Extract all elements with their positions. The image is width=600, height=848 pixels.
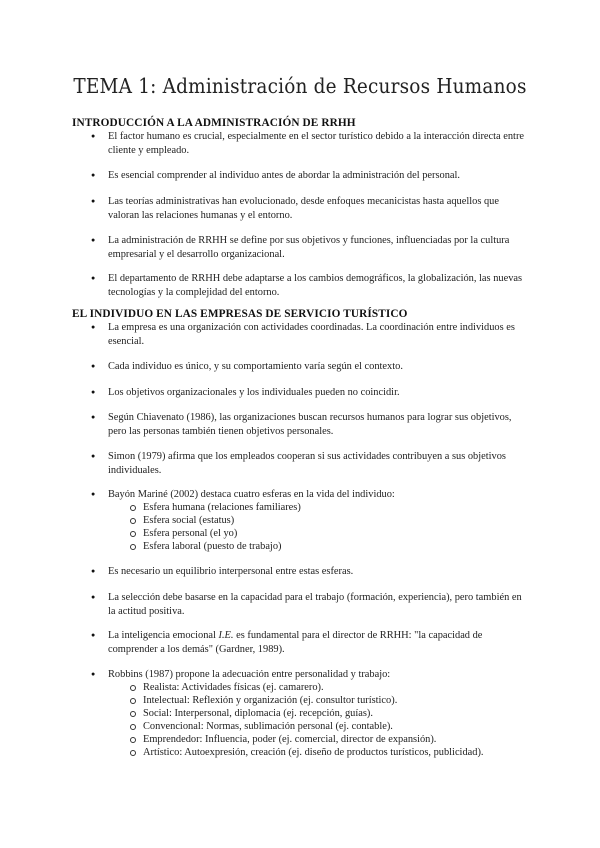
- ie-text-before: La inteligencia emocional: [108, 630, 219, 641]
- sub-list-item: Esfera personal (el yo): [143, 527, 523, 541]
- list-item-emotional-intelligence: [108, 629, 526, 656]
- list-item: ● Simon (1979) afirma que los empleados cooperan si sus actividades contribuyen a sus objetivos individuales.: [108, 450, 526, 477]
- section-heading-intro: INTRODUCCIÓN A LA ADMINISTRACIÓN DE RRHH: [72, 117, 356, 129]
- sub-list-item: Esfera humana (relaciones familiares): [143, 501, 523, 515]
- sub-list-item: Esfera laboral (puesto de trabajo): [143, 540, 523, 554]
- list-item: ● La administración de RRHH se define por sus objetivos y funciones, influenciadas por la cultura empresarial y el desarrollo organizacional.: [108, 234, 526, 261]
- list-item: ● Los objetivos organizacionales y los individuales pueden no coincidir.: [108, 386, 526, 400]
- list-item: ● Cada individuo es único, y su comportamiento varía según el contexto.: [108, 360, 526, 374]
- list-item: ● La empresa es una organización con actividades coordinadas. La coordinación entre individuos es esencial.: [108, 321, 526, 348]
- sub-list-item: Esfera social (estatus): [143, 514, 523, 528]
- sub-list-item: Intelectual: Reflexión y organización (ej. consultor turístico).: [143, 694, 523, 708]
- list-item: ● Según Chiavenato (1986), las organizaciones buscan recursos humanos para lograr sus objetivos, pero las personas también tienen objetivos personales.: [108, 411, 526, 438]
- sub-list-item: Realista: Actividades físicas (ej. camarero).: [143, 681, 523, 695]
- list-item: ● La selección debe basarse en la capacidad para el trabajo (formación, experiencia), pero también en la actitud positiva.: [108, 591, 526, 618]
- ie-abbreviation: I.E.: [218, 630, 234, 641]
- list-item: ● Bayón Mariné (2002) destaca cuatro esferas en la vida del individuo:: [108, 488, 526, 502]
- ie-text-after: es fundamental para el director de RRHH: "la capacidad de comprender a los demás" (Gardner, 1989).: [108, 630, 483, 655]
- sub-list-item: Convencional: Normas, sublimación personal (ej. contable).: [143, 720, 523, 734]
- list-item: ● Es necesario un equilibrio interpersonal entre estas esferas.: [108, 565, 526, 579]
- section-heading-individuo: EL INDIVIDUO EN LAS EMPRESAS DE SERVICIO TURÍSTICO: [72, 308, 408, 320]
- list-item: ● El factor humano es crucial, especialmente en el sector turístico debido a la interacción directa entre cliente y empleado.: [108, 130, 526, 157]
- list-item: ● Es esencial comprender al individuo antes de abordar la administración del personal.: [108, 169, 526, 183]
- sub-list-item: Artístico: Autoexpresión, creación (ej. diseño de productos turísticos, publicidad).: [143, 746, 523, 760]
- sub-list-item: Emprendedor: Influencia, poder (ej. comercial, director de expansión).: [143, 733, 523, 747]
- list-item: ● El departamento de RRHH debe adaptarse a los cambios demográficos, la globalización, las nuevas tecnologías y la complejidad del entorno.: [108, 272, 526, 299]
- list-item: ● Las teorías administrativas han evolucionado, desde enfoques mecanicistas hasta aquellos que valoran las relaciones humanas y el entorno.: [108, 195, 526, 222]
- sub-list-item: Social: Interpersonal, diplomacia (ej. recepción, guías).: [143, 707, 523, 721]
- list-item: ● Robbins (1987) propone la adecuación entre personalidad y trabajo:: [108, 668, 526, 682]
- page-title: TEMA 1: Administración de Recursos Humanos: [73, 74, 527, 98]
